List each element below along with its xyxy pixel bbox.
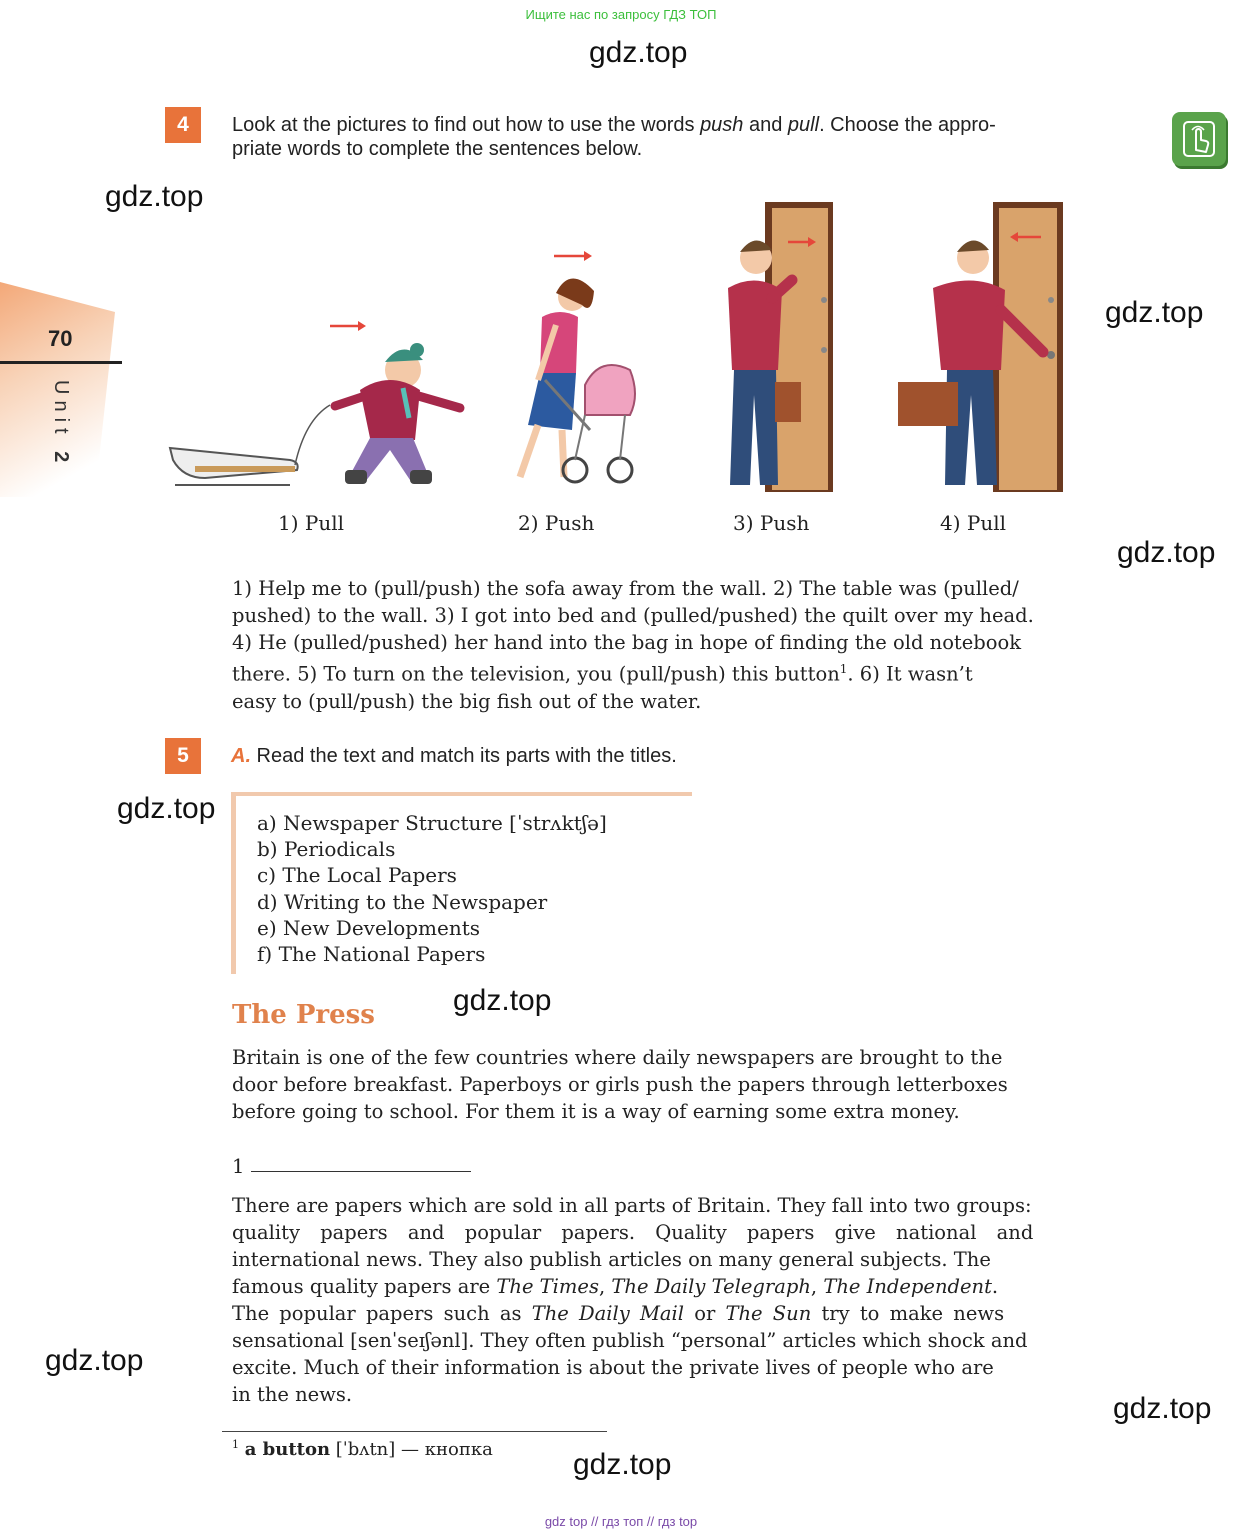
exercise-instruction xyxy=(232,113,1092,161)
exercise-sentences xyxy=(232,575,1075,715)
bottom-links[interactable]: gdz top // гдз топ // гдз top xyxy=(544,1514,698,1529)
title-option: c) The Local Papers xyxy=(257,863,457,888)
text: famous quality papers are xyxy=(232,1275,497,1298)
paragraph-line xyxy=(232,1273,1075,1300)
page-number: 70 xyxy=(48,326,73,351)
text: try to make news xyxy=(811,1302,1005,1325)
title-option: a) Newspaper Structure [ˈstrʌktʃə] xyxy=(257,811,607,835)
interactive-hand-button[interactable] xyxy=(1172,112,1226,166)
text: , xyxy=(598,1275,612,1298)
picture-caption: 4) Pull xyxy=(940,511,1007,535)
instruction-text: priate words to complete the sentences below. xyxy=(232,138,643,160)
paragraph-line: excite. Much of their information is about the private lives of people who are xyxy=(232,1356,994,1379)
intro-paragraph xyxy=(232,1044,1075,1125)
footnote-rule xyxy=(222,1431,607,1432)
titles-box xyxy=(231,792,692,974)
watermark: gdz.top xyxy=(45,1344,144,1377)
watermark: gdz.top xyxy=(117,792,216,825)
watermark: gdz.top xyxy=(105,180,204,213)
sentence-line xyxy=(232,656,1075,688)
footnote-term: a button xyxy=(244,1439,331,1460)
sentence-line: 4) He (pulled/pushed) her hand into the bag in hope of finding the old notebook xyxy=(232,631,1022,654)
instruction-text: Look at the pictures to find out how to use the words xyxy=(232,114,701,136)
newspaper-name: The Sun xyxy=(725,1302,812,1325)
paragraph-line: door before breakfast. Paperboys or girls push the papers through letterboxes xyxy=(232,1073,1008,1096)
watermark: gdz.top xyxy=(1105,296,1204,329)
text: , xyxy=(810,1275,824,1298)
sentence-line: pushed) to the wall. 3) I got into bed and (pulled/pushed) the quilt over my head. xyxy=(232,604,1034,627)
unit-label xyxy=(42,380,72,468)
footnote-marker: 1 xyxy=(232,1438,239,1451)
newspaper-name: The Independent xyxy=(823,1275,992,1298)
sentence-line: 1) Help me to (pull/push) the sofa away from the wall. 2) The table was (pulled/ xyxy=(232,577,1019,600)
paragraph-line: in the news. xyxy=(232,1383,353,1406)
title-option: f) The National Papers xyxy=(257,942,486,967)
title-option: b) Periodicals xyxy=(257,837,396,862)
paragraph-line: before going to school. For them it is a way of earning some extra money. xyxy=(232,1100,960,1123)
page-number-rule xyxy=(0,361,122,364)
newspaper-name: The Daily Telegraph xyxy=(611,1275,811,1298)
picture-caption: 3) Push xyxy=(733,511,810,535)
top-banner[interactable]: Ищите нас по запросу ГДЗ ТОП xyxy=(525,7,717,22)
titles-box-border-top xyxy=(231,792,692,796)
watermark: gdz.top xyxy=(1117,536,1216,569)
illustration-child-pulling-sled xyxy=(165,310,475,500)
watermark: gdz.top xyxy=(573,1448,672,1481)
paragraph-line: There are papers which are sold in all parts of Britain. They fall into two groups: xyxy=(232,1194,1032,1217)
instruction-emphasis: pull xyxy=(787,114,820,136)
instruction-text: . Choose the appro- xyxy=(819,114,996,136)
instruction-text: and xyxy=(743,114,788,136)
text: The popular papers such as xyxy=(232,1302,532,1325)
picture-caption: 2) Push xyxy=(518,511,595,535)
text-title: The Press xyxy=(232,1000,375,1030)
pointer-hand-icon xyxy=(1172,112,1226,166)
illustration-man-pulling-door xyxy=(893,200,1068,500)
picture-caption: 1) Pull xyxy=(278,511,345,535)
footnote xyxy=(232,1438,493,1460)
part-number: 1 xyxy=(232,1155,245,1178)
illustration-man-pushing-door xyxy=(720,200,840,500)
watermark: gdz.top xyxy=(1113,1392,1212,1425)
part1-paragraph xyxy=(232,1192,1075,1408)
paragraph-line: sensational [senˈseɪʃənl]. They often publish “personal” articles which shock and xyxy=(232,1329,1028,1352)
sentence-text: . 6) It wasn’t xyxy=(847,662,973,686)
title-option: e) New Developments xyxy=(257,915,481,940)
watermark: gdz.top xyxy=(453,984,552,1017)
unit-number: 2 xyxy=(50,451,72,469)
unit-word: Unit xyxy=(50,380,72,440)
answer-blank[interactable] xyxy=(251,1171,471,1172)
text: or xyxy=(684,1302,726,1325)
paragraph-line xyxy=(232,1300,1075,1327)
text: . xyxy=(991,1275,999,1298)
titles-box-border-left xyxy=(231,792,236,974)
newspaper-name: The Times xyxy=(496,1275,599,1298)
paragraph-line: quality papers and popular papers. Quality papers give national and xyxy=(232,1221,1034,1244)
paragraph-line: Britain is one of the few countries where daily newspapers are brought to the xyxy=(232,1046,1003,1069)
titles-list xyxy=(257,810,607,967)
footnote-marker: 1 xyxy=(839,662,848,676)
paragraph-line: international news. They also publish articles on many general subjects. The xyxy=(232,1248,991,1271)
instruction-emphasis: push xyxy=(700,114,744,136)
exercise-number-badge: 4 xyxy=(165,107,201,143)
illustration-woman-pushing-pram xyxy=(490,245,650,495)
footnote-definition: [ˈbʌtn] — кнопка xyxy=(330,1439,493,1460)
watermark: gdz.top xyxy=(589,36,688,69)
exercise-number-badge: 5 xyxy=(165,738,201,774)
part-letter: A. xyxy=(231,745,251,767)
title-option: d) Writing to the Newspaper xyxy=(257,889,548,914)
sentence-text: there. 5) To turn on the television, you (pull/push) this button xyxy=(232,662,840,686)
newspaper-name: The Daily Mail xyxy=(531,1302,685,1325)
exercise-instruction xyxy=(231,744,677,768)
instruction-text: Read the text and match its parts with the titles. xyxy=(251,745,677,767)
sentence-line: easy to (pull/push) the big fish out of the water. xyxy=(232,689,702,713)
